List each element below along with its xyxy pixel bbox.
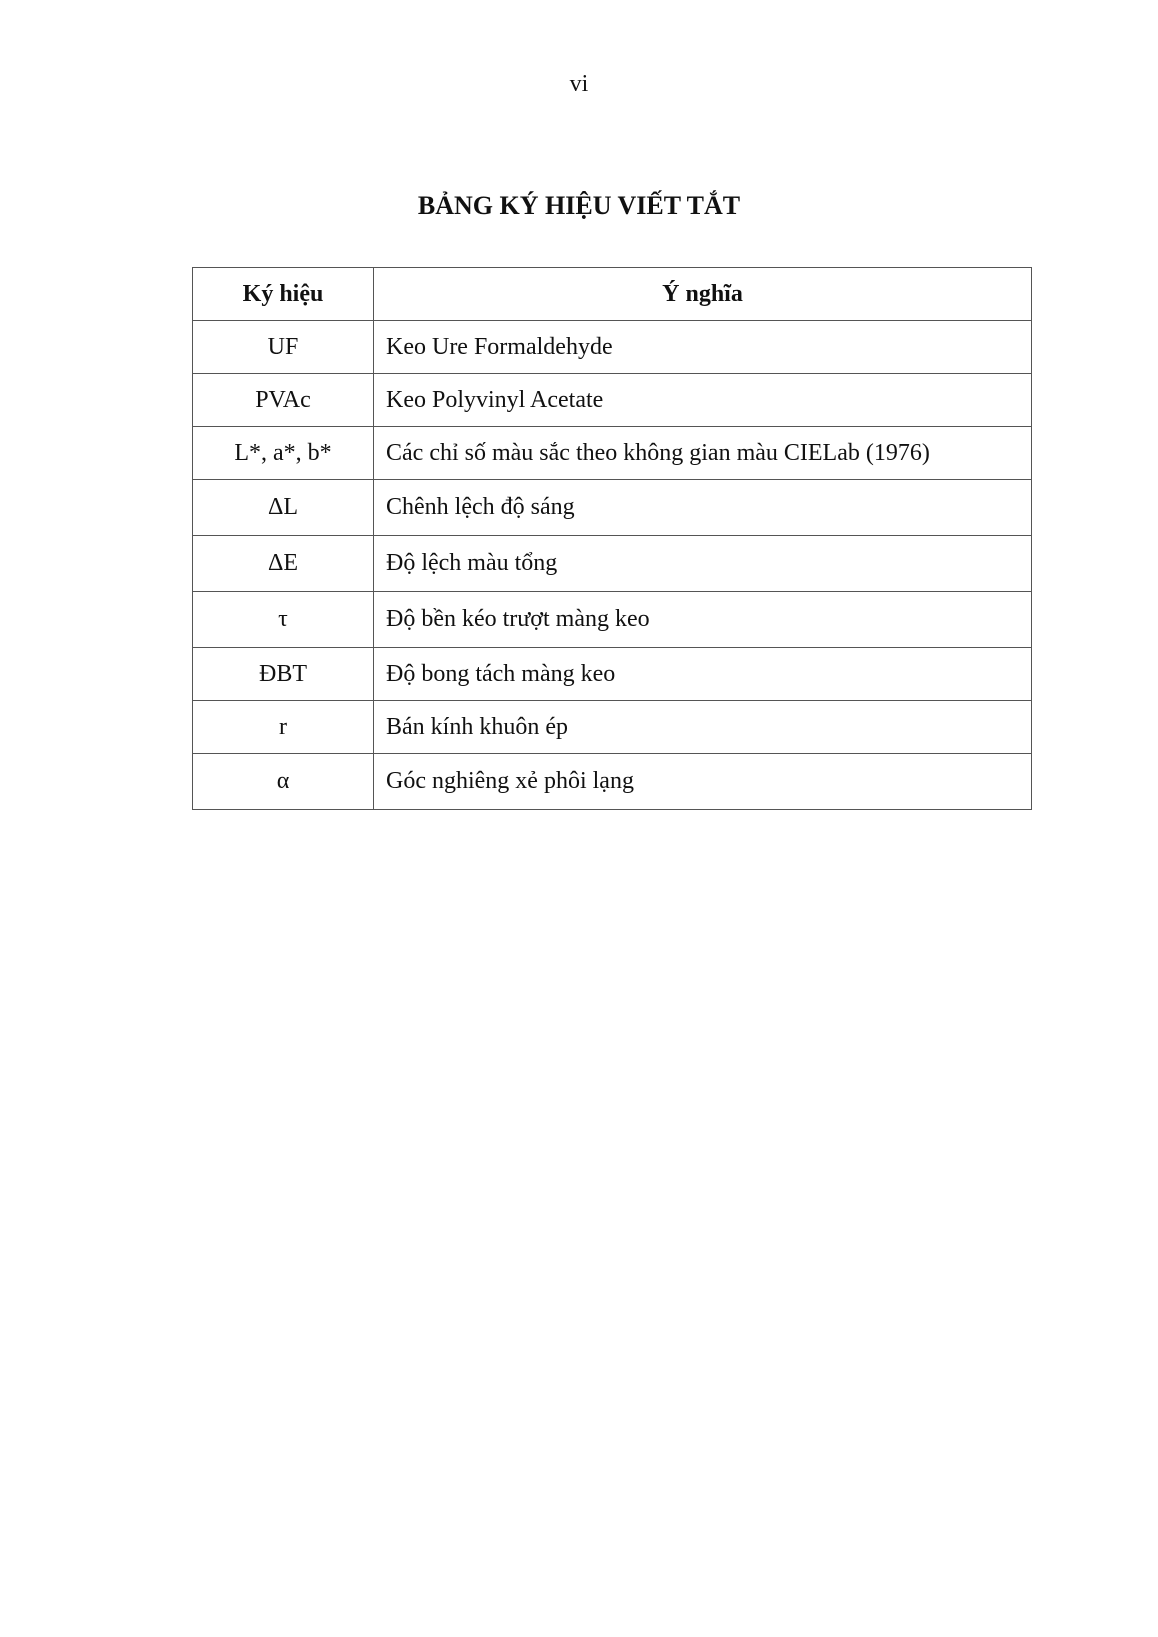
meaning-cell: Độ lệch màu tổng [374,536,1032,592]
meaning-cell: Bán kính khuôn ép [374,701,1032,754]
table-row [193,536,1032,592]
page-title: BẢNG KÝ HIỆU VIẾT TẮT [417,191,741,220]
meaning-cell: Độ bền kéo trượt màng keo [374,592,1032,648]
meaning-cell: Các chỉ số màu sắc theo không gian màu CIELab (1976) [374,427,1032,480]
meaning-cell: Keo Polyvinyl Acetate [374,374,1032,427]
page-number: vi [569,71,589,97]
meaning-cell: Keo Ure Formaldehyde [374,321,1032,374]
table-row [193,480,1032,536]
meaning-cell: Độ bong tách màng keo [374,648,1032,701]
symbol-cell: PVAc [193,374,374,427]
symbol-cell: ΔE [193,536,374,592]
column-header-symbol: Ký hiệu [193,268,374,321]
symbol-cell: UF [193,321,374,374]
abbreviation-table [192,267,1032,810]
table-row [193,374,1032,427]
table-row [193,701,1032,754]
column-header-meaning: Ý nghĩa [374,268,1032,321]
table-row [193,321,1032,374]
symbol-cell: α [193,754,374,810]
symbol-cell: r [193,701,374,754]
table-header-row [193,268,1032,321]
table-row [193,648,1032,701]
symbol-cell: τ [193,592,374,648]
symbol-cell: L*, a*, b* [193,427,374,480]
symbol-cell: ΔL [193,480,374,536]
meaning-cell: Chênh lệch độ sáng [374,480,1032,536]
table-row [193,427,1032,480]
table-row [193,754,1032,810]
meaning-cell: Góc nghiêng xẻ phôi lạng [374,754,1032,810]
symbol-cell: ĐBT [193,648,374,701]
table-row [193,592,1032,648]
